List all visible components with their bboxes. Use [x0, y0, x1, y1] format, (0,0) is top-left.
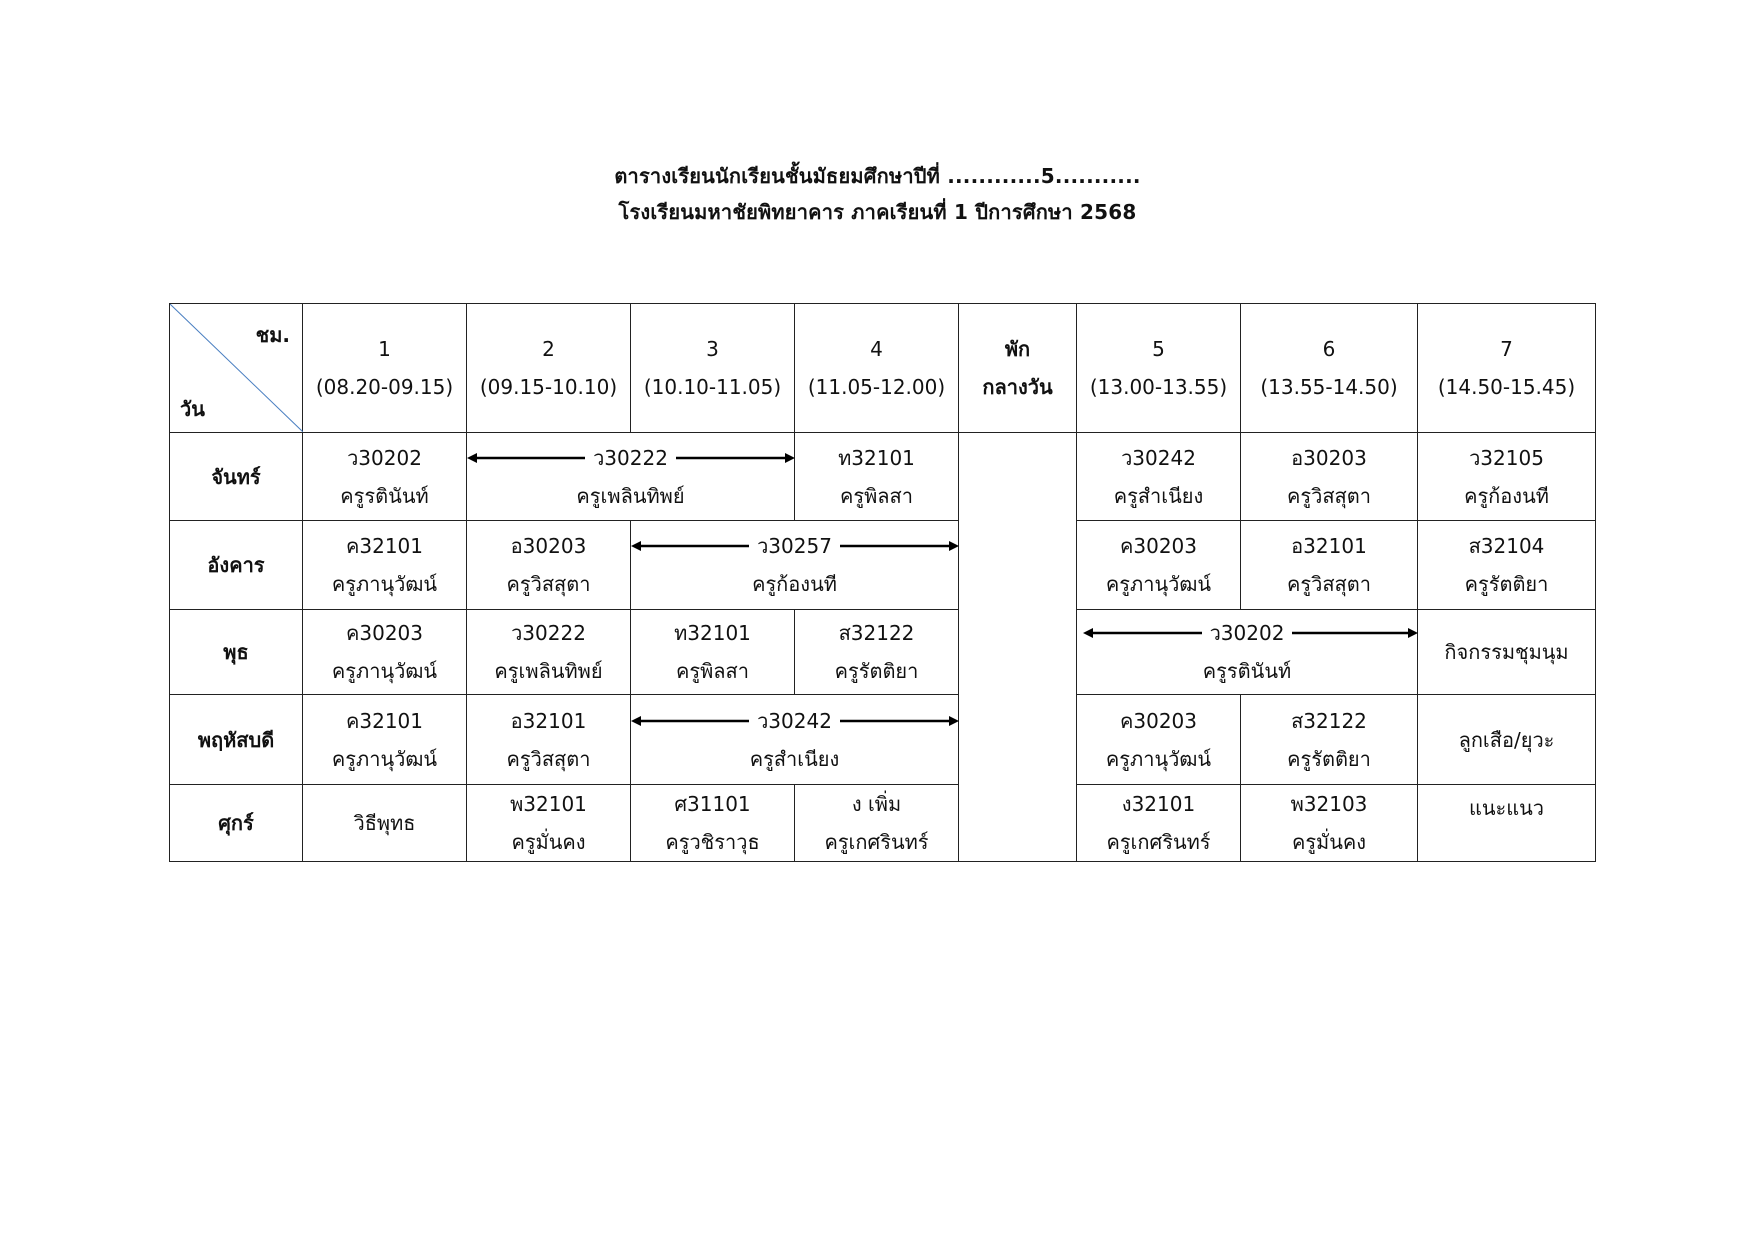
period-number: 5 [1152, 337, 1165, 361]
break-label: พัก [1004, 337, 1031, 361]
class-cell [795, 610, 959, 695]
class-cell [1077, 695, 1241, 785]
class-cell [467, 610, 631, 695]
teacher-name: ครูวิสสุตา [1287, 572, 1371, 596]
period-number: 4 [870, 337, 883, 361]
class-cell [1077, 521, 1241, 610]
teacher-name: ครูรัตติยา [1287, 746, 1371, 771]
teacher-name: ครูก้องนที [752, 572, 837, 596]
span-arrow-row [467, 439, 794, 477]
period-header-5 [1077, 304, 1241, 433]
row-wednesday [170, 610, 1596, 695]
header-row [170, 304, 1596, 433]
span-arrow-row [1077, 614, 1417, 652]
teacher-name: ครูพิลสา [840, 483, 913, 508]
period-number: 3 [706, 337, 719, 361]
class-cell [1241, 521, 1418, 610]
period-header-3 [631, 304, 795, 433]
activity-cell: แนะแนว [1418, 785, 1596, 862]
subject-code: ท32101 [674, 621, 751, 645]
subject-code: ค30203 [1119, 534, 1197, 558]
teacher-name: ครูวิสสุตา [506, 746, 591, 771]
subject-code: ว30202 [1202, 621, 1293, 645]
page-title: ตารางเรียนนักเรียนชั้นมัธยมศึกษาปีที่ ............5........... [614, 164, 1141, 188]
lunch-break-header [959, 304, 1077, 433]
class-cell [467, 695, 631, 785]
day-label: ศุกร์ [170, 785, 303, 862]
teacher-name: ครูรตินันท์ [340, 483, 429, 508]
subject-code: ส32122 [1291, 708, 1367, 733]
teacher-name: ครูรัตติยา [834, 659, 919, 683]
class-cell [795, 433, 959, 521]
subject-code: ค30203 [345, 621, 423, 645]
teacher-name: ครูเกศรินทร์ [824, 830, 929, 854]
page-subtitle: โรงเรียนมหาชัยพิทยาคาร ภาคเรียนที่ 1 ปีการศึกษา 2568 [618, 200, 1137, 224]
subject-code: ว32105 [1469, 445, 1544, 470]
period-header-2 [467, 304, 631, 433]
class-cell-double [467, 433, 795, 521]
subject-code: ง32101 [1121, 792, 1196, 816]
period-number: 2 [542, 337, 555, 361]
corner-day-label: วัน [180, 397, 205, 421]
teacher-name: ครูภานุวัฒน์ [1105, 572, 1212, 596]
subject-code: พ32103 [1290, 792, 1368, 816]
subject-code: ค32101 [345, 708, 423, 733]
corner-cell [170, 304, 303, 433]
class-cell-double [631, 521, 959, 610]
period-number: 7 [1500, 337, 1513, 361]
class-cell [467, 521, 631, 610]
period-time: (09.15-10.10) [479, 375, 618, 399]
class-cell [631, 785, 795, 862]
subject-code: ว30242 [749, 709, 840, 733]
teacher-name: ครูเพลินทิพย์ [576, 483, 685, 508]
teacher-name: ครูภานุวัฒน์ [331, 572, 438, 596]
row-thursday [170, 695, 1596, 785]
class-cell [795, 785, 959, 862]
teacher-name: ครูสำเนียง [749, 746, 840, 771]
row-tuesday [170, 521, 1596, 610]
subject-code: ว30222 [511, 621, 586, 645]
subject-code: อ32101 [510, 708, 587, 733]
subject-code: อ30203 [1291, 445, 1367, 470]
span-arrow-row [631, 527, 958, 565]
activity-cell: วิธีพุทธ [303, 785, 467, 862]
period-number: 1 [378, 337, 391, 361]
subject-code: อ32101 [1291, 534, 1367, 558]
class-cell [303, 433, 467, 521]
period-time: (11.05-12.00) [807, 375, 946, 399]
teacher-name: ครูมั่นคง [1291, 830, 1367, 854]
class-cell [1241, 433, 1418, 521]
teacher-name: ครูภานุวัฒน์ [331, 746, 438, 771]
class-cell [1418, 433, 1596, 521]
row-monday [170, 433, 1596, 521]
teacher-name: ครูภานุวัฒน์ [1105, 746, 1212, 771]
subject-code: พ32101 [510, 792, 587, 816]
activity-cell: กิจกรรมชุมนุม [1418, 610, 1596, 695]
period-time: (13.00-13.55) [1089, 375, 1228, 399]
period-time: (13.55-14.50) [1260, 375, 1398, 399]
day-label: จันทร์ [170, 433, 303, 521]
class-cell [1241, 695, 1418, 785]
teacher-name: ครูก้องนที [1464, 483, 1549, 508]
corner-hour-label: ชม. [255, 323, 290, 347]
period-header-7 [1418, 304, 1596, 433]
subject-code: ส32104 [1468, 534, 1545, 558]
class-cell-double [631, 695, 959, 785]
class-cell [1241, 785, 1418, 862]
teacher-name: ครูมั่นคง [511, 830, 586, 854]
period-number: 6 [1322, 337, 1336, 361]
activity-cell: ลูกเสือ/ยุวะ [1418, 695, 1596, 785]
subject-code: อ30203 [510, 534, 587, 558]
subject-code: ว30222 [585, 446, 676, 470]
period-header-1 [303, 304, 467, 433]
period-header-4 [795, 304, 959, 433]
teacher-name: ครูวิสสุตา [1287, 483, 1371, 508]
subject-code: ศ31101 [674, 792, 751, 816]
timetable [169, 303, 1596, 862]
teacher-name: ครูวชิราวุธ [665, 830, 760, 854]
class-cell [1077, 433, 1241, 521]
teacher-name: ครูวิสสุตา [506, 572, 591, 596]
class-cell [631, 610, 795, 695]
break-label-2: กลางวัน [982, 375, 1053, 399]
subject-code: ค32101 [345, 534, 423, 558]
lunch-break-column [959, 433, 1077, 862]
subject-code: ว30202 [347, 445, 422, 470]
subject-code: ค30203 [1119, 708, 1197, 733]
teacher-name: ครูพิลสา [676, 659, 749, 683]
day-label: อังคาร [170, 521, 303, 610]
subject-code: ท32101 [838, 445, 915, 470]
teacher-name: ครูสำเนียง [1113, 483, 1204, 508]
day-label: พุธ [170, 610, 303, 695]
teacher-name: ครูเพลินทิพย์ [494, 659, 603, 683]
subject-code: ว30242 [1121, 445, 1196, 470]
teacher-name: ครูรัตติยา [1464, 572, 1549, 596]
subject-code: ส32122 [838, 621, 915, 645]
subject-code: ง เพิ่ม [851, 792, 902, 816]
subject-code: ว30257 [749, 534, 840, 558]
span-arrow-row [631, 702, 958, 740]
class-cell [303, 695, 467, 785]
period-time: (08.20-09.15) [315, 375, 454, 399]
class-cell [303, 610, 467, 695]
teacher-name: ครูรตินันท์ [1202, 659, 1292, 683]
row-friday [170, 785, 1596, 862]
class-cell [467, 785, 631, 862]
class-cell-double [1077, 610, 1418, 695]
class-cell [1418, 521, 1596, 610]
period-time: (14.50-15.45) [1437, 375, 1576, 399]
day-label: พฤหัสบดี [170, 695, 303, 785]
class-cell [1077, 785, 1241, 862]
teacher-name: ครูภานุวัฒน์ [331, 659, 438, 683]
teacher-name: ครูเกศรินทร์ [1106, 830, 1211, 854]
period-header-6 [1241, 304, 1418, 433]
period-time: (10.10-11.05) [643, 375, 782, 399]
class-cell [303, 521, 467, 610]
